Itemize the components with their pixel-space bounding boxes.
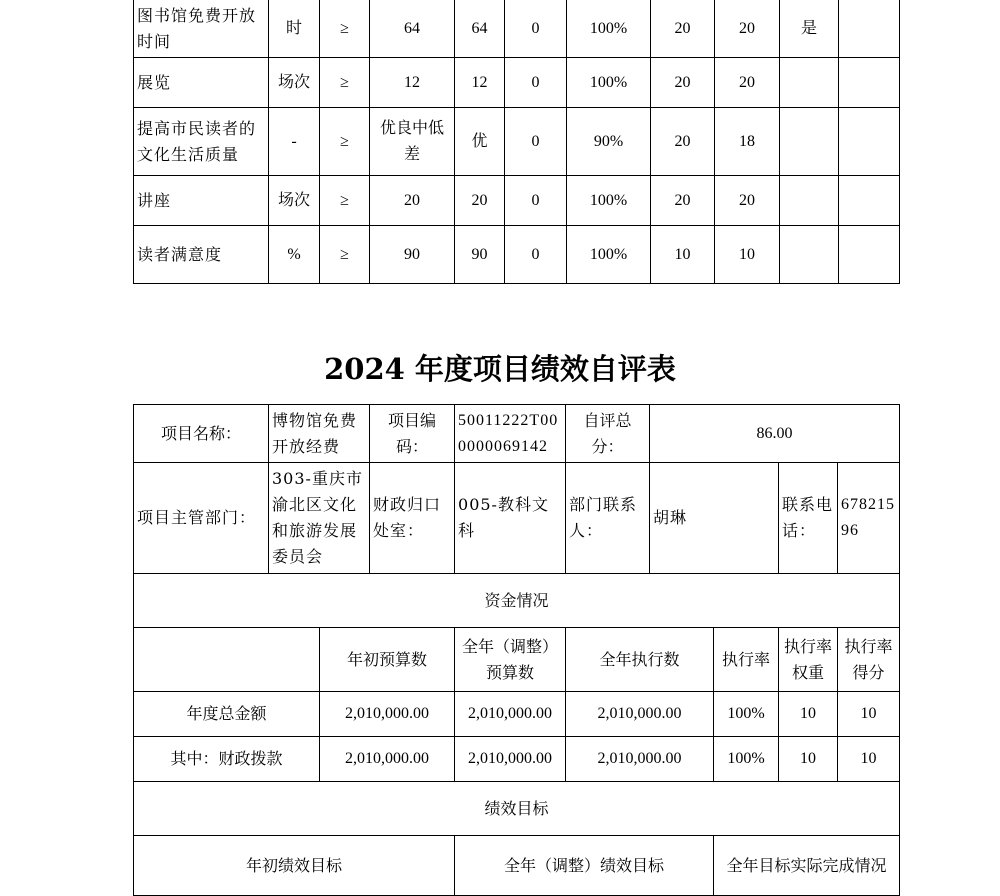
indicator-row: [134, 176, 900, 226]
self-score-value: 86.00: [650, 405, 900, 463]
indicator-op-cell: ≥: [320, 58, 370, 108]
indicator-name-cell: 讲座: [134, 176, 269, 226]
indicator-target-cell: 64: [370, 0, 455, 58]
goals-header-initial: 年初绩效目标: [134, 836, 455, 896]
indicator-rate-cell: 100%: [567, 176, 651, 226]
funds-row-adjusted: 2,010,000.00: [455, 692, 566, 737]
indicator-note-cell: [839, 176, 900, 226]
indicator-dev-cell: 0: [505, 176, 567, 226]
indicator-row: [134, 108, 900, 176]
indicator-weight-cell: 10: [651, 226, 715, 284]
indicator-note-cell: [839, 58, 900, 108]
indicator-rate-cell: 100%: [567, 0, 651, 58]
goals-header-actual: 全年目标实际完成情况: [714, 836, 900, 896]
indicator-weight-cell: 20: [651, 58, 715, 108]
indicator-rate-cell: 90%: [567, 108, 651, 176]
project-code-value: 50011222T000000069142: [455, 405, 566, 463]
indicator-score-cell: 20: [715, 176, 780, 226]
indicator-dev-cell: 0: [505, 0, 567, 58]
indicator-op-cell: ≥: [320, 226, 370, 284]
dept-label: 项目主管部门：: [134, 463, 269, 574]
indicator-name-cell: 展览: [134, 58, 269, 108]
phone-value: 67821596: [838, 463, 900, 574]
page-title: 2024 年度项目绩效自评表: [324, 352, 676, 386]
funds-row-budget: 2,010,000.00: [320, 692, 455, 737]
indicator-actual-cell: 优: [455, 108, 505, 176]
funds-section-title: 资金情况: [134, 574, 900, 628]
funds-row-label: 年度总金额: [134, 692, 320, 737]
indicator-unit-cell: 时: [269, 0, 320, 58]
funds-header-adjusted: 全年（调整）预算数: [455, 628, 566, 692]
contact-value: 胡琳: [650, 463, 779, 574]
indicator-row: [134, 58, 900, 108]
indicator-actual-cell: 90: [455, 226, 505, 284]
indicator-note-cell: [839, 0, 900, 58]
funds-header-weight: 执行率权重: [779, 628, 838, 692]
project-name-label: 项目名称：: [134, 405, 269, 463]
indicator-actual-cell: 20: [455, 176, 505, 226]
indicator-weight-cell: 20: [651, 0, 715, 58]
indicator-weight-cell: 20: [651, 108, 715, 176]
indicator-done-cell: [780, 108, 839, 176]
evaluation-table: [133, 404, 900, 896]
contact-label: 部门联系人：: [566, 463, 650, 574]
indicator-actual-cell: 12: [455, 58, 505, 108]
indicator-target-cell: 90: [370, 226, 455, 284]
indicator-row: [134, 0, 900, 58]
indicator-table: [133, 0, 900, 284]
funds-row-score: 10: [838, 737, 900, 782]
indicator-done-cell: [780, 226, 839, 284]
indicator-score-cell: 18: [715, 108, 780, 176]
indicator-row: [134, 226, 900, 284]
indicator-dev-cell: 0: [505, 108, 567, 176]
self-score-label: 自评总分：: [566, 405, 650, 463]
indicator-done-cell: [780, 176, 839, 226]
indicator-actual-cell: 64: [455, 0, 505, 58]
funds-row-weight: 10: [779, 737, 838, 782]
indicator-op-cell: ≥: [320, 0, 370, 58]
indicator-target-cell: 优良中低差: [370, 108, 455, 176]
funds-header-budget: 年初预算数: [320, 628, 455, 692]
indicator-rate-cell: 100%: [567, 58, 651, 108]
indicator-op-cell: ≥: [320, 176, 370, 226]
indicator-unit-cell: 场次: [269, 176, 320, 226]
funds-row-adjusted: 2,010,000.00: [455, 737, 566, 782]
indicator-target-cell: 20: [370, 176, 455, 226]
funds-header-executed: 全年执行数: [566, 628, 714, 692]
funds-row-weight: 10: [779, 692, 838, 737]
indicator-unit-cell: %: [269, 226, 320, 284]
funds-row-budget: 2,010,000.00: [320, 737, 455, 782]
dept-value: 303-重庆市渝北区文化和旅游发展委员会: [269, 463, 370, 574]
indicator-name-cell: 图书馆免费开放时间: [134, 0, 269, 58]
indicator-score-cell: 10: [715, 226, 780, 284]
funds-row-executed: 2,010,000.00: [566, 737, 714, 782]
phone-label: 联系电话：: [779, 463, 838, 574]
project-code-label: 项目编码：: [370, 405, 455, 463]
indicator-unit-cell: -: [269, 108, 320, 176]
funds-header-score: 执行率得分: [838, 628, 900, 692]
funds-row-rate: 100%: [714, 692, 779, 737]
funds-row-executed: 2,010,000.00: [566, 692, 714, 737]
indicator-target-cell: 12: [370, 58, 455, 108]
goals-section-title: 绩效目标: [134, 782, 900, 836]
project-name-value: 博物馆免费开放经费: [269, 405, 370, 463]
indicator-score-cell: 20: [715, 0, 780, 58]
indicator-name-cell: 读者满意度: [134, 226, 269, 284]
indicator-done-cell: [780, 58, 839, 108]
finance-label: 财政归口处室：: [370, 463, 455, 574]
funds-header-rate: 执行率: [714, 628, 779, 692]
indicator-rate-cell: 100%: [567, 226, 651, 284]
finance-value: 005-教科文科: [455, 463, 566, 574]
indicator-note-cell: [839, 108, 900, 176]
indicator-dev-cell: 0: [505, 226, 567, 284]
indicator-unit-cell: 场次: [269, 58, 320, 108]
goals-header-adjusted: 全年（调整）绩效目标: [455, 836, 714, 896]
indicator-score-cell: 20: [715, 58, 780, 108]
funds-row-rate: 100%: [714, 737, 779, 782]
funds-row-score: 10: [838, 692, 900, 737]
indicator-op-cell: ≥: [320, 108, 370, 176]
indicator-dev-cell: 0: [505, 58, 567, 108]
indicator-note-cell: [839, 226, 900, 284]
funds-row-label: 其中：财政拨款: [134, 737, 320, 782]
indicator-done-cell: 是: [780, 0, 839, 58]
indicator-weight-cell: 20: [651, 176, 715, 226]
indicator-name-cell: 提高市民读者的文化生活质量: [134, 108, 269, 176]
funds-header-blank: [134, 628, 320, 692]
